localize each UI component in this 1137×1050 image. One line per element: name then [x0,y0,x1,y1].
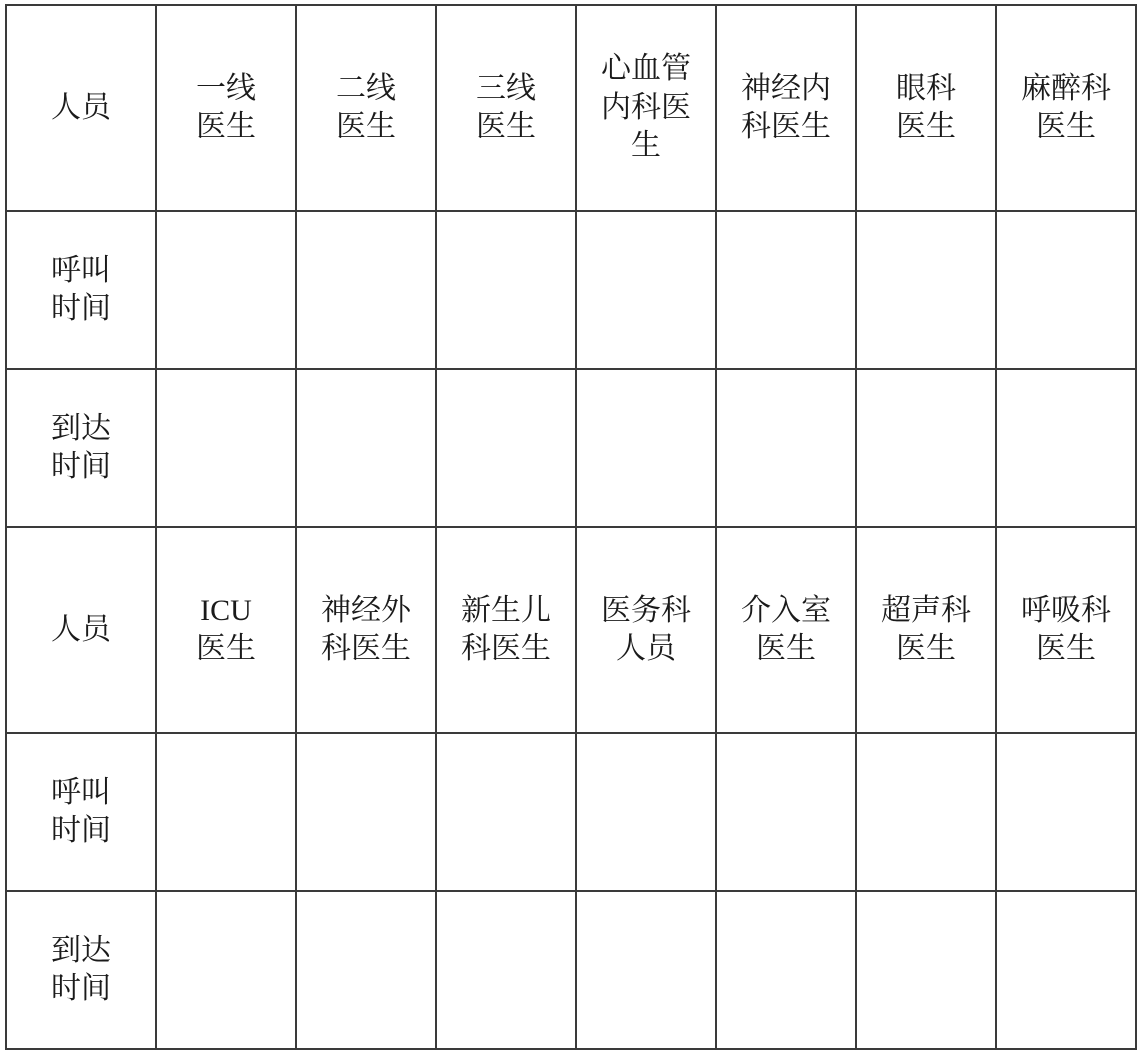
block2-header-label: 人员 [6,527,156,733]
block2-col-1: ICU 医生 [156,527,296,733]
block1-col-2: 二线 医生 [296,5,436,211]
block1-row1-cell-3[interactable] [436,211,576,369]
block1-row2-cell-6[interactable] [856,369,996,527]
block1-row1-cell-1[interactable] [156,211,296,369]
block1-row2-cell-5[interactable] [716,369,856,527]
block2-row1-cell-7[interactable] [996,733,1136,891]
table-row [6,891,1136,1049]
block2-row2-cell-5[interactable] [716,891,856,1049]
block1-col-3: 三线 医生 [436,5,576,211]
block2-row2-cell-2[interactable] [296,891,436,1049]
block1-row2-cell-3[interactable] [436,369,576,527]
block2-row1-cell-6[interactable] [856,733,996,891]
block1-row2-cell-1[interactable] [156,369,296,527]
block1-row1-cell-6[interactable] [856,211,996,369]
personnel-response-table [5,4,1137,1050]
block1-row1-label: 呼叫 时间 [6,211,156,369]
table-row [6,527,1136,733]
block1-header-label: 人员 [6,5,156,211]
table-row [6,5,1136,211]
block1-row1-cell-5[interactable] [716,211,856,369]
block1-col-1: 一线 医生 [156,5,296,211]
block1-row2-label: 到达 时间 [6,369,156,527]
block2-row1-label: 呼叫 时间 [6,733,156,891]
block1-row1-cell-2[interactable] [296,211,436,369]
block2-row1-cell-2[interactable] [296,733,436,891]
block1-col-4: 心血管 内科医 生 [576,5,716,211]
block2-row2-cell-6[interactable] [856,891,996,1049]
block1-col-6: 眼科 医生 [856,5,996,211]
block2-row2-cell-3[interactable] [436,891,576,1049]
table-row [6,369,1136,527]
block2-row2-cell-7[interactable] [996,891,1136,1049]
block2-row1-cell-3[interactable] [436,733,576,891]
block1-row1-cell-7[interactable] [996,211,1136,369]
block1-row1-cell-4[interactable] [576,211,716,369]
block2-row2-label: 到达 时间 [6,891,156,1049]
block2-row1-cell-4[interactable] [576,733,716,891]
block2-row2-cell-1[interactable] [156,891,296,1049]
block2-col-7: 呼吸科 医生 [996,527,1136,733]
block1-row2-cell-4[interactable] [576,369,716,527]
block2-col-4: 医务科 人员 [576,527,716,733]
block1-col-5: 神经内 科医生 [716,5,856,211]
block2-col-5: 介入室 医生 [716,527,856,733]
block2-row1-cell-5[interactable] [716,733,856,891]
table-row [6,211,1136,369]
block2-row2-cell-4[interactable] [576,891,716,1049]
block2-row1-cell-1[interactable] [156,733,296,891]
table-row [6,733,1136,891]
block2-col-6: 超声科 医生 [856,527,996,733]
block2-col-2: 神经外 科医生 [296,527,436,733]
block1-row2-cell-2[interactable] [296,369,436,527]
block2-col-3: 新生儿 科医生 [436,527,576,733]
block1-col-7: 麻醉科 医生 [996,5,1136,211]
block1-row2-cell-7[interactable] [996,369,1136,527]
